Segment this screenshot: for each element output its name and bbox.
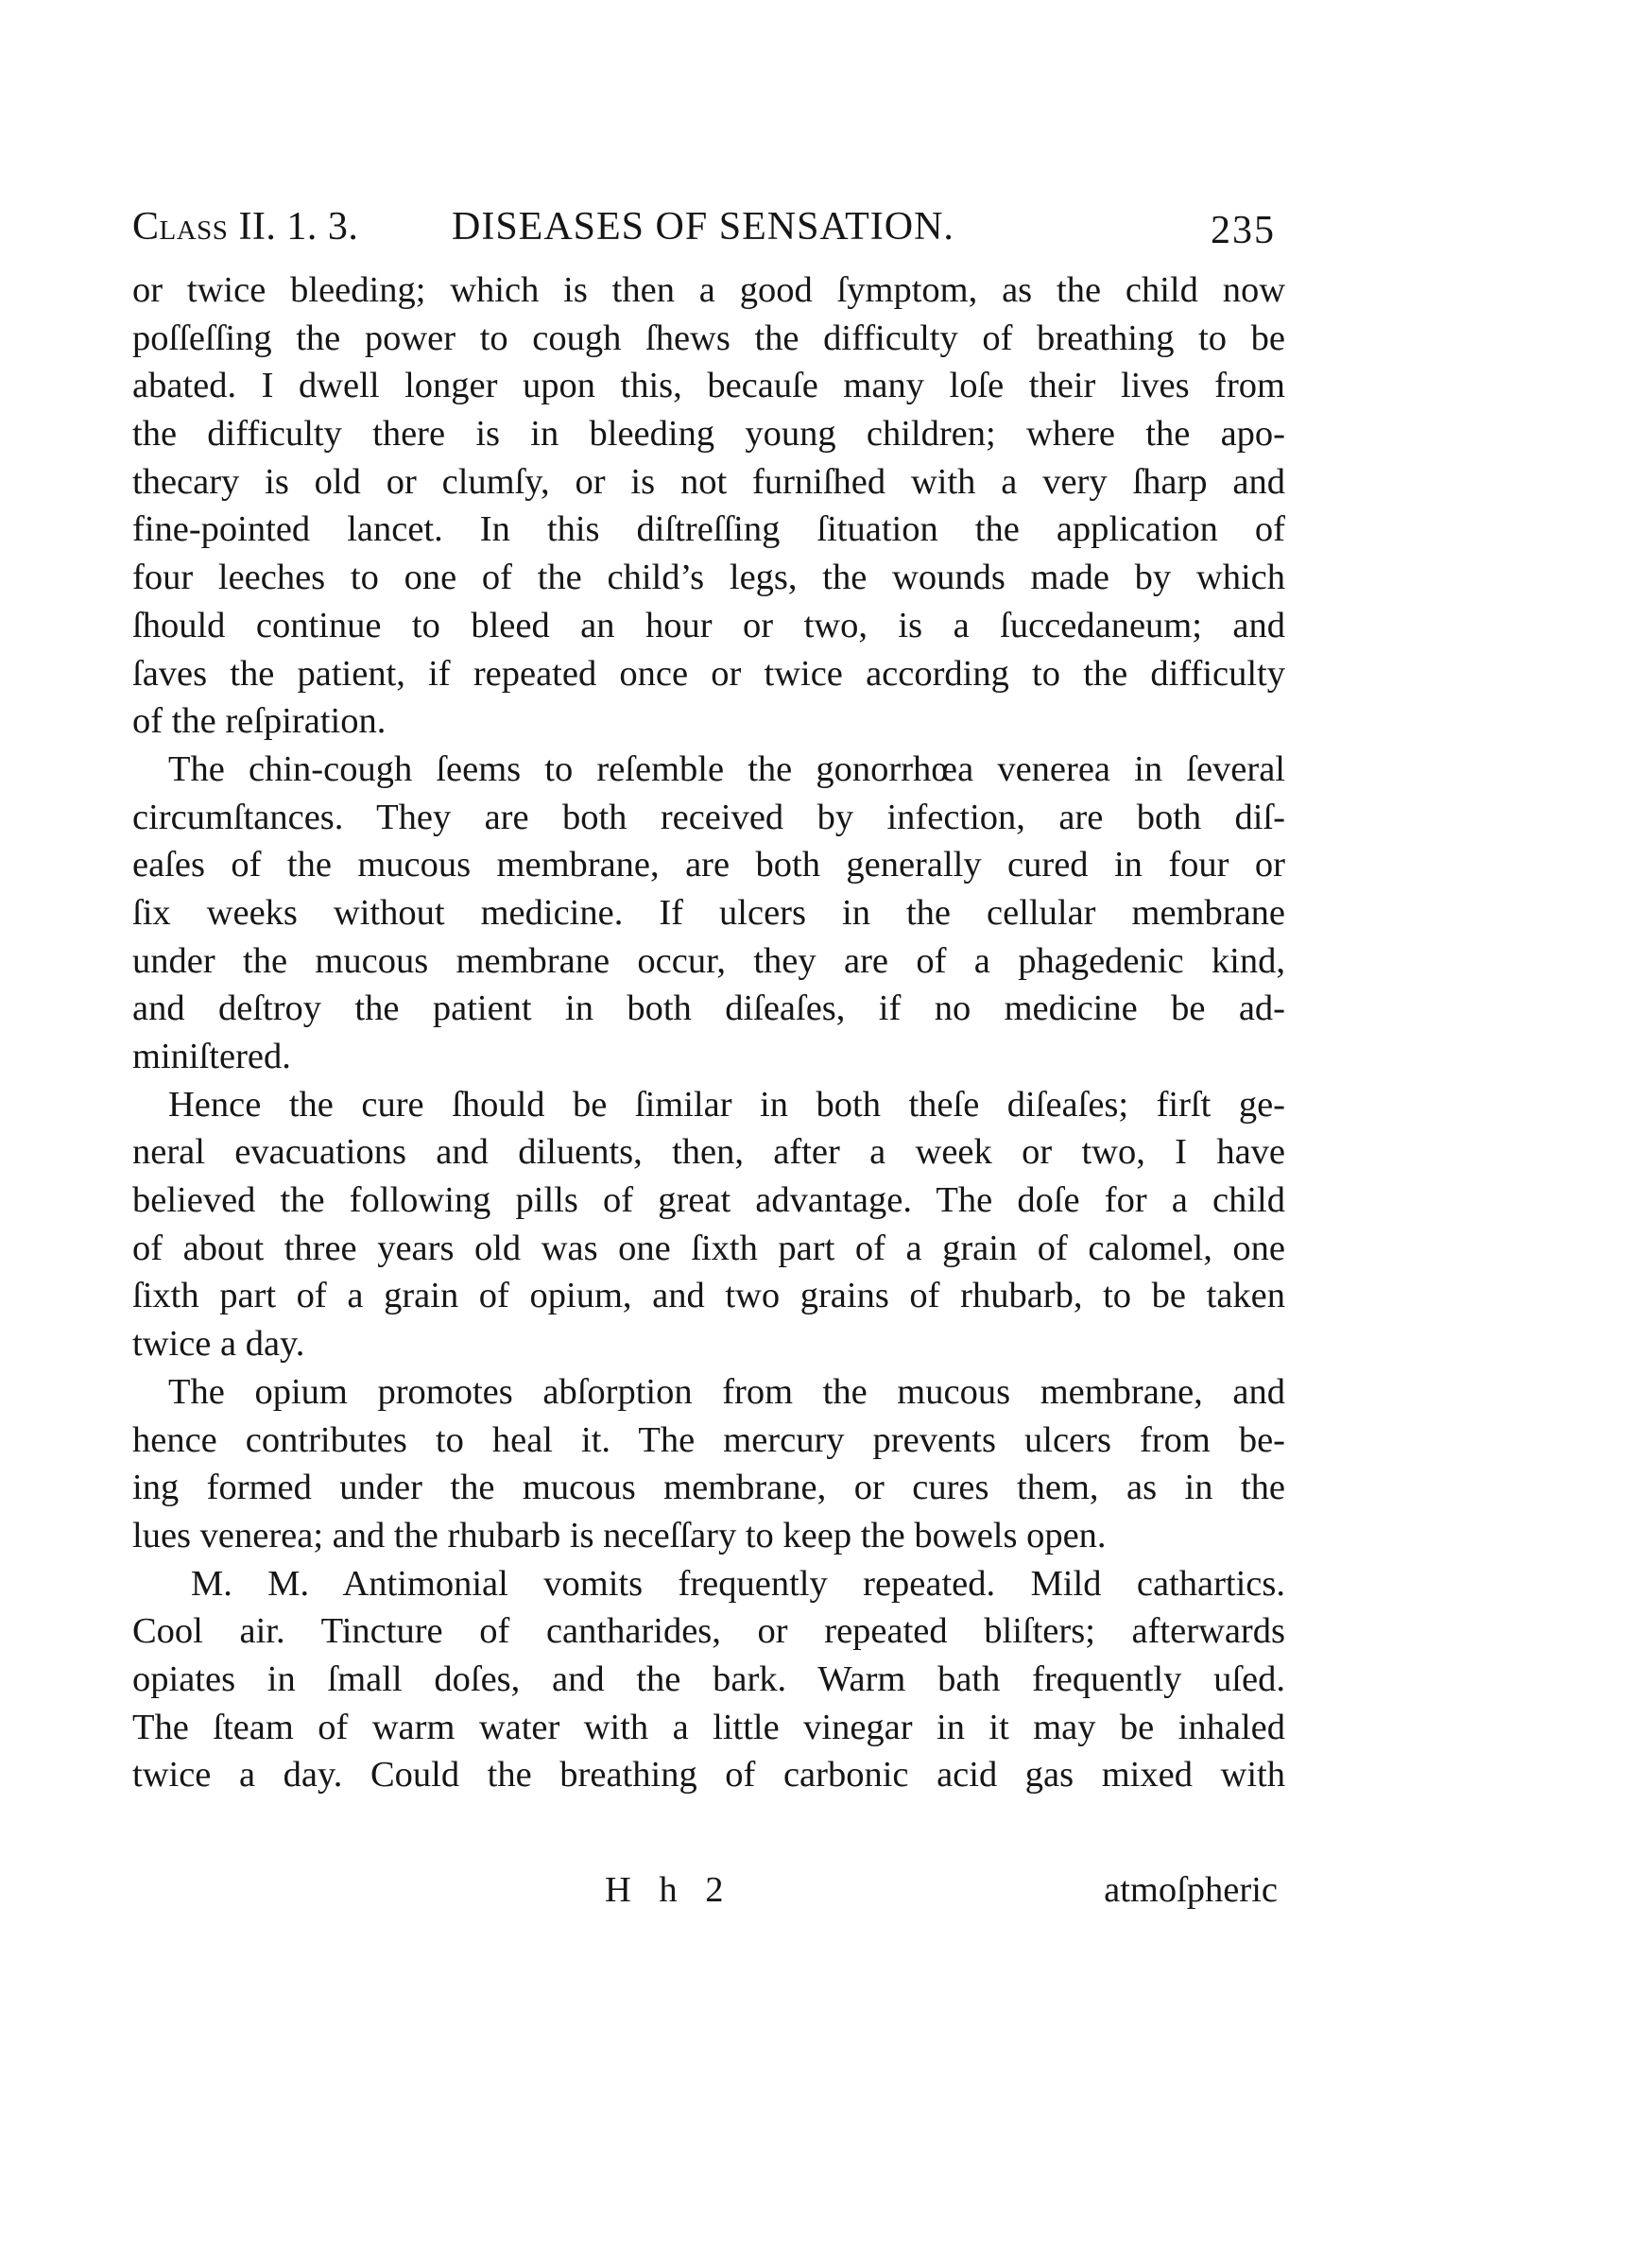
text-line: thecary is old or clumſy, or is not furniſhed with a very ſharp and: [132, 461, 1285, 502]
text-line: and deſtroy the patient in both diſeaſes, if no medicine be ad-: [132, 988, 1285, 1029]
text-line: opiates in ſmall doſes, and the bark. Warm bath frequently uſed.: [132, 1658, 1285, 1699]
text-line: Cool air. Tincture of cantharides, or repeated bliſters; afterwards: [132, 1611, 1285, 1652]
text-line: M. M. Antimonial vomits frequently repeated. Mild cathartics.: [191, 1563, 1285, 1604]
text-line: twice a day.: [132, 1324, 305, 1365]
text-line: four leeches to one of the child’s legs, the wounds made by which: [132, 558, 1285, 598]
text-line: miniſtered.: [132, 1037, 291, 1076]
text-line: The opium promotes abſorption from the mucous membrane, and: [168, 1371, 1285, 1412]
text-line: lues venerea; and the rhubarb is neceſſary to keep the bowels open.: [132, 1515, 1107, 1555]
text-line: under the mucous membrane occur, they are of a phagedenic kind,: [132, 940, 1285, 981]
text-line: ſaves the patient, if repeated once or twice according to the difficulty: [132, 653, 1285, 694]
class-reference: Class II. 1. 3.: [132, 205, 359, 249]
text-line: believed the following pills of great advantage. The doſe for a child: [132, 1180, 1285, 1221]
paragraph: [132, 1560, 1285, 1799]
text-line: or twice bleeding; which is then a good ſymptom, as the child now: [132, 270, 1285, 310]
text-line: eaſes of the mucous membrane, are both generally cured in four or: [132, 845, 1285, 885]
text-line: fine-pointed lancet. In this diſtreſſing ſituation the application of: [132, 509, 1285, 550]
text-line: the difficulty there is in bleeding young children; where the apo-: [132, 414, 1285, 455]
catchword: atmoſpheric: [1104, 1870, 1278, 1910]
text-line: twice a day. Could the breathing of carbonic acid gas mixed with: [132, 1755, 1285, 1796]
text-line: ſhould continue to bleed an hour or two, is a ſuccedaneum; and: [132, 605, 1285, 645]
text-line: of the reſpiration.: [132, 701, 387, 742]
text-line: ſix weeks without medicine. If ulcers in the cellular membrane: [132, 892, 1285, 933]
paragraph: [132, 746, 1285, 1081]
paragraph: [132, 1368, 1285, 1560]
text-line: The ſteam of warm water with a little vinegar in it may be inhaled: [132, 1707, 1285, 1747]
page-footer: [132, 1862, 1285, 1918]
body-text: [132, 266, 1285, 1799]
text-line: The chin-cough ſeems to reſemble the gonorrhœa venerea in ſeveral: [168, 748, 1285, 789]
text-line: of about three years old was one ſixth part of a grain of calomel, one: [132, 1228, 1285, 1268]
text-line: ſixth part of a grain of opium, and two grains of rhubarb, to be taken: [132, 1276, 1285, 1316]
page-number: 235: [1211, 209, 1276, 252]
text-line: ing formed under the mucous membrane, or cures them, as in the: [132, 1468, 1285, 1508]
text-line: hence contributes to heal it. The mercury prevents ulcers from be-: [132, 1419, 1285, 1460]
paragraph: [132, 266, 1285, 746]
signature-mark: H h 2: [605, 1870, 733, 1910]
text-line: abated. I dwell longer upon this, becauſe many loſe their lives from: [132, 366, 1285, 406]
text-line: poſſeſſing the power to cough ſhews the difficulty of breathing to be: [132, 318, 1285, 358]
paragraph: [132, 1081, 1285, 1368]
text-line: Hence the cure ſhould be ſimilar in both theſe diſeaſes; firſt ge-: [168, 1084, 1285, 1125]
chapter-title: DISEASES OF SENSATION.: [452, 205, 954, 249]
text-line: neral evacuations and diluents, then, after a week or two, I have: [132, 1132, 1285, 1173]
running-head: [132, 194, 1285, 260]
text-line: circumſtances. They are both received by infection, are both diſ-: [132, 797, 1285, 837]
